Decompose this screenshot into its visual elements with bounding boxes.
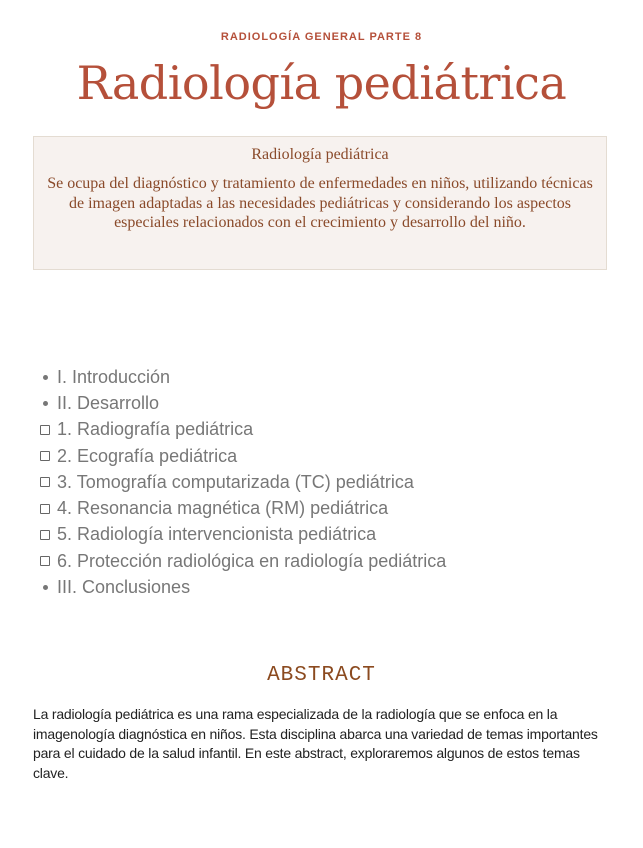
square-bullet-icon [36,451,54,461]
outline-item [36,390,446,416]
outline-item-label: 5. Radiología intervencionista pediátrica [57,524,377,545]
outline-item [36,417,446,443]
outline-item [36,548,446,574]
outline-item [36,469,446,495]
bullet-icon [36,375,54,380]
outline-item-label: 4. Resonancia magnética (RM) pediátrica [57,498,389,519]
outline-item-label: II. Desarrollo [57,392,160,413]
outline-item [36,443,446,469]
bullet-icon [36,401,54,406]
outline-item-label: I. Introducción [57,366,171,387]
square-bullet-icon [36,425,54,435]
page-title: Radiología pediátrica [76,56,567,110]
square-bullet-icon [36,477,54,487]
document-kicker: RADIOLOGÍA GENERAL PARTE 8 [220,31,423,43]
outline-item-label: 1. Radiografía pediátrica [57,419,254,440]
square-bullet-icon [36,530,54,540]
abstract-heading: ABSTRACT [267,664,376,687]
outline-item [36,574,446,600]
square-bullet-icon [36,504,54,514]
summary-box [33,136,607,270]
outline-item [36,522,446,548]
summary-box-text: Se ocupa del diagnóstico y tratamiento de enfermedades en niños, utilizando técnicas de imagen adaptadas a las necesidades pediátricas y considerando los aspectos especiales relacionados con el crecimiento y desarrollo del niño. [47,175,593,231]
outline-item-label: III. Conclusiones [57,577,191,598]
outline-item-label: 6. Protección radiológica en radiología pediátrica [57,550,447,571]
outline-item-label: 2. Ecografía pediátrica [57,445,238,466]
bullet-icon [36,585,54,590]
outline-item [36,495,446,521]
square-bullet-icon [36,556,54,566]
outline-item-label: 3. Tomografía computarizada (TC) pediátrica [57,471,414,492]
table-of-contents [36,364,446,601]
summary-box-title: Radiología pediátrica [251,146,389,163]
abstract-text: La radiología pediátrica es una rama especializada de la radiología que se enfoca en la imagenología diagnóstica en niños. Esta disciplina abarca una variedad de temas importantes para el cuidado de la salud infantil. En este abstract, exploraremos algunos de estos temas clave. [33,706,598,781]
outline-item [36,364,446,390]
